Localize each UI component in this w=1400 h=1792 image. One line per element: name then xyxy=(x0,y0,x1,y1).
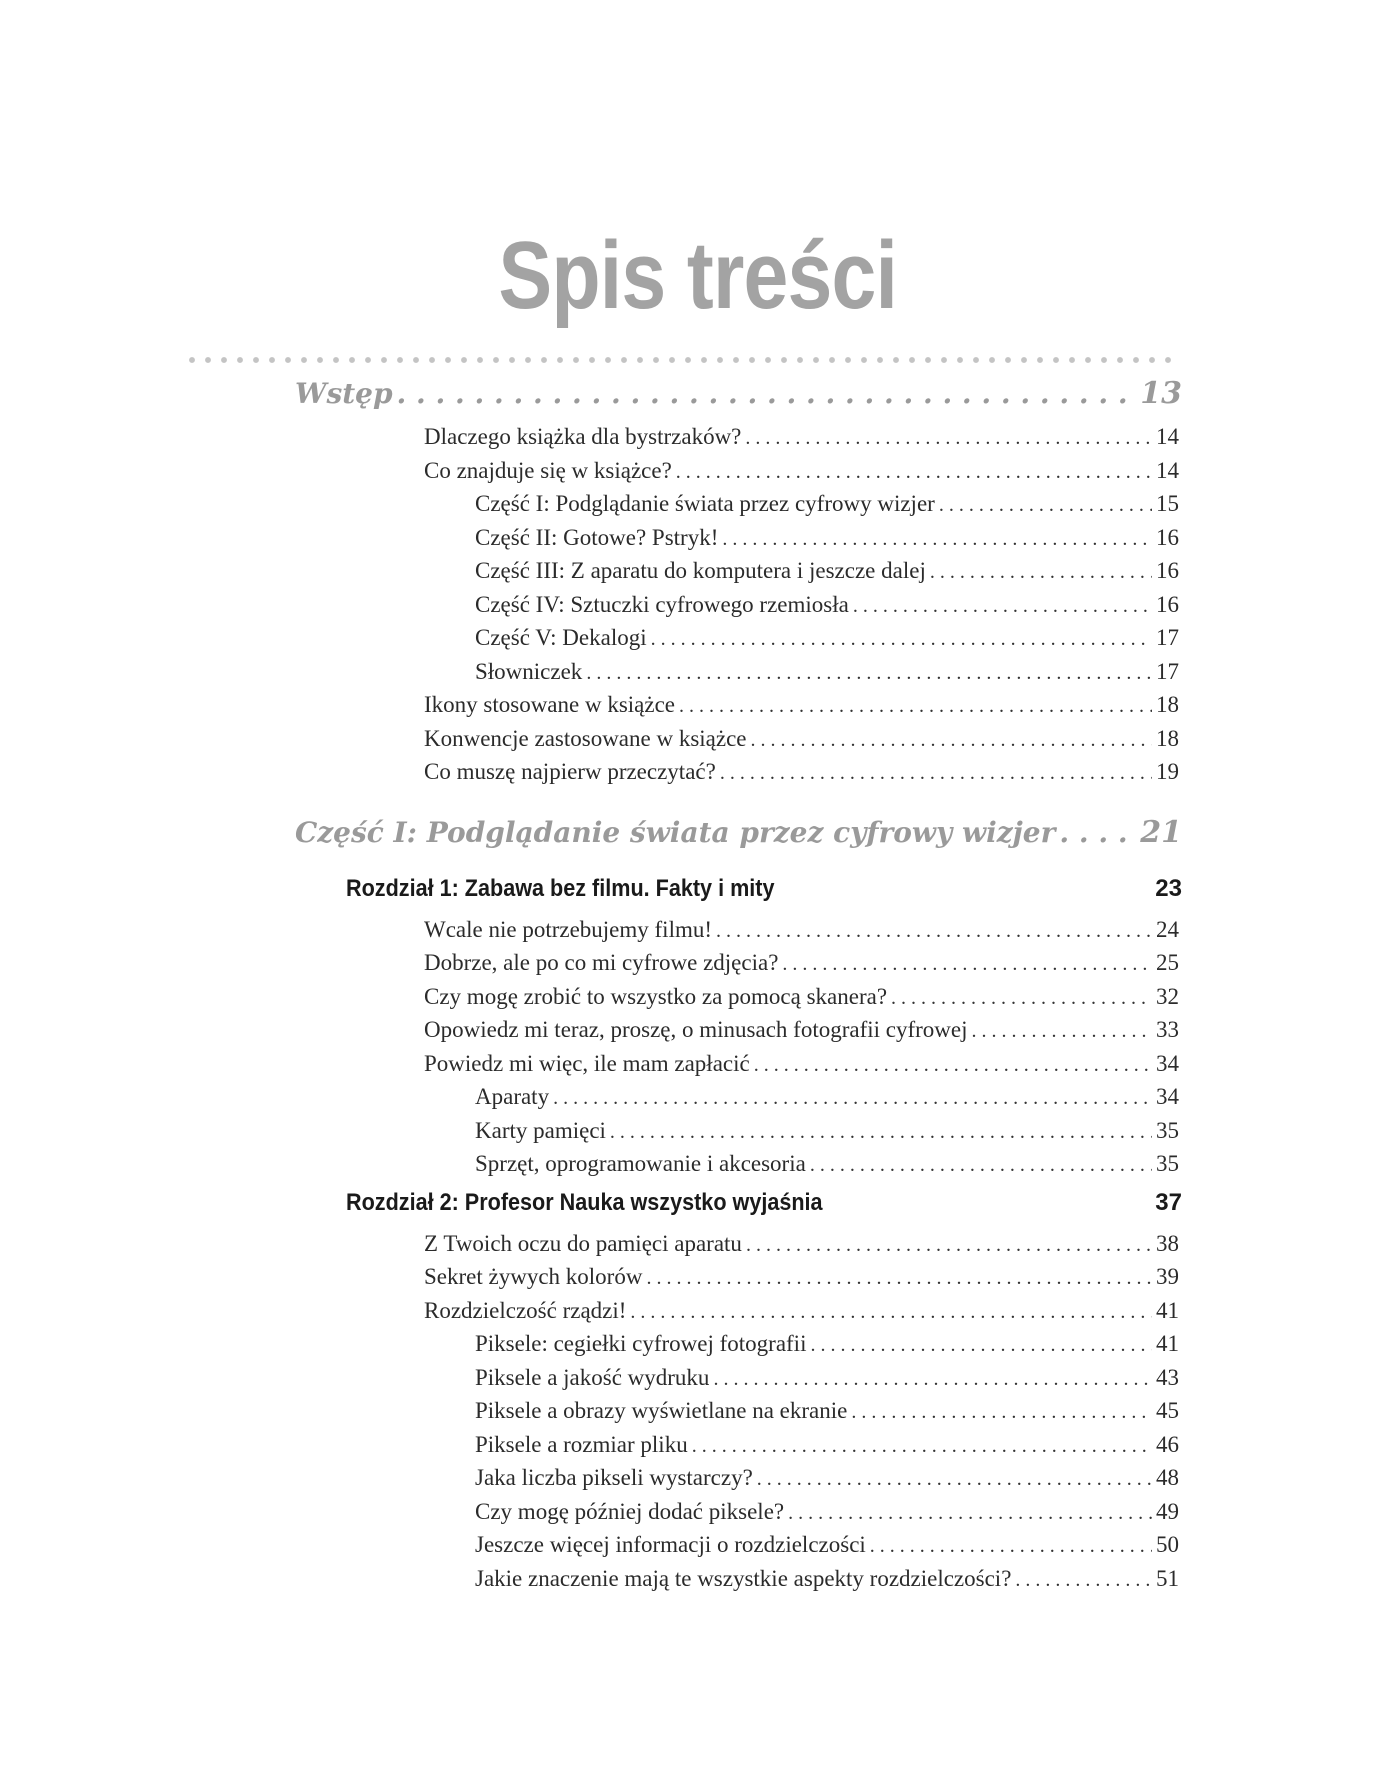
toc-entry-page: 14 xyxy=(1156,424,1179,449)
toc-entry-label: Sprzęt, oprogramowanie i akcesoria xyxy=(475,1151,806,1176)
toc-entry-label: Część I: Podglądanie świata przez cyfrowy wizjer xyxy=(475,491,935,516)
toc-entry-page: 46 xyxy=(1156,1431,1179,1457)
toc-entry-label: Powiedz mi więc, ile mam zapłacić xyxy=(424,1050,750,1076)
toc-entry-page: 16 xyxy=(1156,524,1179,550)
toc-entry-label: Część II: Gotowe? Pstryk! xyxy=(475,524,719,550)
toc-subentry[interactable] xyxy=(475,1432,1179,1466)
dot-leader xyxy=(586,662,1152,685)
toc-subentry[interactable] xyxy=(475,558,1179,592)
toc-subentry[interactable] xyxy=(475,525,1179,559)
toc-entry-page: 41 xyxy=(1156,1297,1179,1323)
toc-entry[interactable] xyxy=(424,726,1179,760)
dot-leader xyxy=(810,1334,1152,1357)
toc-subentry[interactable] xyxy=(475,1398,1179,1432)
toc-entry[interactable] xyxy=(424,1231,1179,1265)
toc-subentry[interactable] xyxy=(475,1331,1179,1365)
dot-leader xyxy=(630,1301,1152,1324)
toc-subentry[interactable] xyxy=(475,625,1179,659)
toc-entry-label: Jeszcze więcej informacji o rozdzielczości xyxy=(475,1532,866,1557)
toc-entry-page: 33 xyxy=(1156,1017,1179,1042)
toc-entry-page: 18 xyxy=(1156,725,1179,751)
toc-entry-page: 17 xyxy=(1156,658,1179,684)
toc-entry[interactable] xyxy=(424,1298,1179,1332)
dot-leader xyxy=(553,1087,1152,1110)
toc-subentry[interactable] xyxy=(475,1151,1179,1185)
toc-entry-label: Piksele a rozmiar pliku xyxy=(475,1431,688,1457)
toc-entry-page: 50 xyxy=(1156,1532,1179,1557)
toc-entry-page: 17 xyxy=(1156,625,1179,650)
dot-leader xyxy=(870,1535,1152,1558)
toc-entry-label: Piksele: cegiełki cyfrowej fotografii xyxy=(475,1331,807,1356)
toc-entry[interactable] xyxy=(424,1051,1179,1085)
toc-entry-label: Sekret żywych kolorów xyxy=(424,1264,643,1289)
toc-entry[interactable] xyxy=(424,692,1179,726)
dot-leader xyxy=(676,461,1152,484)
toc-entry-page: 16 xyxy=(1156,558,1179,583)
dot-leader xyxy=(610,1121,1152,1144)
toc-entry-page: 37 xyxy=(1155,1188,1182,1216)
toc-subentry[interactable] xyxy=(475,491,1179,525)
table-of-contents xyxy=(0,376,1400,1599)
toc-entry-label: Piksele a obrazy wyświetlane na ekranie xyxy=(475,1398,848,1423)
dot-leader xyxy=(397,377,1137,410)
dot-leader xyxy=(1015,1569,1152,1592)
dot-leader xyxy=(930,561,1152,584)
toc-entry-label: Część V: Dekalogi xyxy=(475,625,647,650)
toc-entry[interactable] xyxy=(424,950,1179,984)
dot-leader xyxy=(651,628,1152,651)
toc-entry-page: 24 xyxy=(1156,916,1179,942)
toc-entry-label: Dobrze, ale po co mi cyfrowe zdjęcia? xyxy=(424,950,779,975)
page-title: Spis treści xyxy=(498,222,898,329)
dot-leader xyxy=(853,595,1152,618)
toc-entry-page: 34 xyxy=(1156,1050,1179,1076)
dot-leader xyxy=(1059,816,1136,849)
toc-entry-label: Z Twoich oczu do pamięci aparatu xyxy=(424,1230,742,1256)
toc-entry-page: 23 xyxy=(1155,874,1182,902)
toc-subentry[interactable] xyxy=(475,1084,1179,1118)
toc-entry-label: Jaka liczba pikseli wystarczy? xyxy=(475,1465,753,1490)
dot-leader xyxy=(754,1054,1152,1077)
dot-leader xyxy=(722,528,1152,551)
toc-entry-label: Co muszę najpierw przeczytać? xyxy=(424,759,716,784)
dot-leader xyxy=(810,1154,1152,1177)
toc-entry-page: 16 xyxy=(1156,591,1179,617)
toc-intro-heading[interactable] xyxy=(295,376,1182,424)
toc-entry-label: Rozdział 2: Profesor Nauka wszystko wyjaśnia xyxy=(346,1188,823,1216)
dot-leader xyxy=(716,920,1152,943)
toc-entry-page: 49 xyxy=(1156,1498,1179,1524)
toc-entry-label: Wstęp xyxy=(295,377,393,410)
dot-leader xyxy=(720,762,1152,785)
toc-subentry[interactable] xyxy=(475,1532,1179,1566)
toc-entry-page: 21 xyxy=(1140,814,1182,850)
toc-entry-page: 14 xyxy=(1156,457,1179,483)
toc-entry-page: 25 xyxy=(1156,950,1179,975)
toc-subentry[interactable] xyxy=(475,1365,1179,1399)
toc-chapter-heading[interactable] xyxy=(346,1189,1182,1231)
toc-entry[interactable] xyxy=(424,1264,1179,1298)
dot-leader xyxy=(751,729,1152,752)
toc-subentry[interactable] xyxy=(475,592,1179,626)
toc-entry-page: 18 xyxy=(1156,692,1179,717)
toc-subentry[interactable] xyxy=(475,659,1179,693)
toc-entry[interactable] xyxy=(424,917,1179,951)
toc-entry-label: Dlaczego książka dla bystrzaków? xyxy=(424,424,742,449)
toc-entry-label: Opowiedz mi teraz, proszę, o minusach fotografii cyfrowej xyxy=(424,1017,968,1042)
dot-leader xyxy=(757,1468,1152,1491)
dot-leader xyxy=(939,494,1152,517)
dot-leader xyxy=(851,1401,1152,1424)
dotted-divider xyxy=(184,356,1178,364)
toc-entry-page: 35 xyxy=(1156,1151,1179,1176)
toc-entry-label: Piksele a jakość wydruku xyxy=(475,1364,710,1390)
toc-entry-page: 38 xyxy=(1156,1230,1179,1256)
toc-entry-page: 39 xyxy=(1156,1264,1179,1289)
toc-entry-page: 35 xyxy=(1156,1117,1179,1143)
toc-entry[interactable] xyxy=(424,424,1179,458)
toc-entry[interactable] xyxy=(424,1017,1179,1051)
dot-leader xyxy=(679,695,1152,718)
toc-entry-label: Słowniczek xyxy=(475,658,583,684)
toc-entry-label: Rozdział 1: Zabawa bez filmu. Fakty i mity xyxy=(346,874,775,902)
toc-chapter-heading[interactable] xyxy=(346,875,1182,917)
toc-subentry[interactable] xyxy=(475,1465,1179,1499)
toc-entry-label: Część III: Z aparatu do komputera i jeszcze dalej xyxy=(475,558,926,583)
toc-entry-page: 19 xyxy=(1156,759,1179,784)
dot-leader xyxy=(782,953,1152,976)
dot-leader xyxy=(788,1502,1152,1525)
toc-entry-page: 48 xyxy=(1156,1465,1179,1490)
toc-entry-label: Czy mogę później dodać piksele? xyxy=(475,1498,785,1524)
toc-entry-page: 51 xyxy=(1156,1565,1179,1591)
toc-entry-page: 32 xyxy=(1156,983,1179,1009)
toc-entry-page: 43 xyxy=(1156,1364,1179,1390)
toc-entry-page: 15 xyxy=(1156,491,1179,516)
dot-leader xyxy=(746,1234,1152,1257)
toc-entry[interactable] xyxy=(424,458,1179,492)
toc-subentry[interactable] xyxy=(475,1566,1179,1600)
toc-entry-label: Co znajduje się w książce? xyxy=(424,457,672,483)
dot-leader xyxy=(891,987,1152,1010)
dot-leader xyxy=(713,1368,1152,1391)
dot-leader xyxy=(692,1435,1152,1458)
toc-entry-label: Ikony stosowane w książce xyxy=(424,692,676,717)
toc-entry-label: Czy mogę zrobić to wszystko za pomocą skanera? xyxy=(424,983,888,1009)
toc-subentry[interactable] xyxy=(475,1499,1179,1533)
toc-entry-label: Rozdzielczość rządzi! xyxy=(424,1297,627,1323)
toc-part-heading[interactable] xyxy=(295,815,1182,863)
dot-leader xyxy=(745,427,1152,450)
toc-entry-page: 34 xyxy=(1156,1084,1179,1109)
toc-entry-page: 45 xyxy=(1156,1398,1179,1423)
toc-entry[interactable] xyxy=(424,759,1179,793)
toc-entry[interactable] xyxy=(424,984,1179,1018)
toc-subentry[interactable] xyxy=(475,1118,1179,1152)
toc-entry-label: Aparaty xyxy=(475,1084,550,1109)
dot-leader xyxy=(972,1020,1153,1043)
toc-entry-label: Część IV: Sztuczki cyfrowego rzemiosła xyxy=(475,591,849,617)
toc-entry-label: Konwencje zastosowane w książce xyxy=(424,725,747,751)
toc-entry-label: Karty pamięci xyxy=(475,1117,606,1143)
toc-entry-page: 13 xyxy=(1140,376,1182,411)
toc-entry-label: Wcale nie potrzebujemy filmu! xyxy=(424,916,713,942)
toc-entry-label: Jakie znaczenie mają te wszystkie aspekty rozdzielczości? xyxy=(475,1565,1012,1591)
toc-entry-label: Część I: Podglądanie świata przez cyfrowy wizjer xyxy=(295,815,1056,849)
dot-leader xyxy=(646,1267,1152,1290)
toc-entry-page: 41 xyxy=(1156,1331,1179,1356)
